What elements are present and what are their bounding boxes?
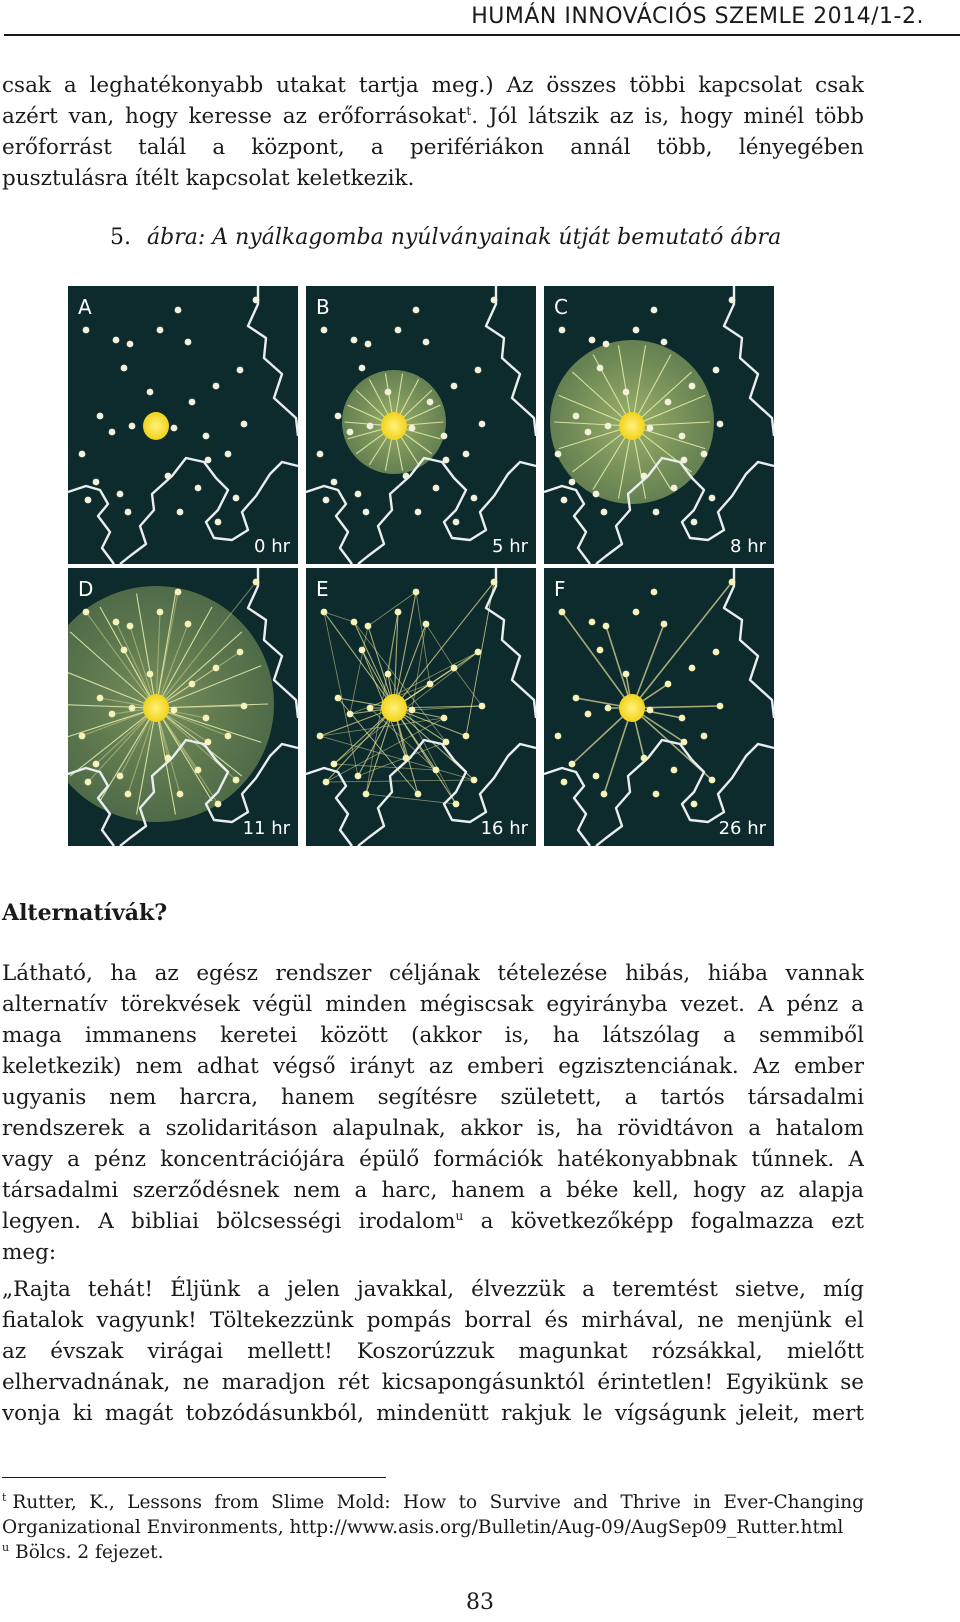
footnotes — [2, 1490, 864, 1565]
food-source — [573, 695, 580, 702]
food-source — [561, 497, 568, 504]
text-line: erőforrást talál a központ, a perifériákon annál több, lényegében — [2, 135, 864, 160]
food-source — [233, 495, 240, 502]
food-source — [79, 733, 86, 740]
food-source — [355, 491, 362, 498]
food-source — [561, 779, 568, 786]
panel-letter: D — [78, 577, 94, 601]
text-line: pusztulásra ítélt kapcsolat keletkezik. — [2, 166, 415, 191]
food-source — [385, 671, 392, 678]
food-source — [689, 665, 696, 672]
food-source — [661, 339, 668, 346]
food-source — [491, 579, 498, 586]
panel-time: 11 hr — [242, 818, 290, 839]
food-source — [605, 423, 612, 430]
food-source — [601, 509, 608, 516]
food-source — [147, 671, 154, 678]
food-source — [335, 413, 342, 420]
food-source — [189, 681, 196, 688]
figure-caption — [110, 225, 781, 250]
food-source — [395, 327, 402, 334]
food-source — [363, 509, 370, 516]
panel-d — [68, 568, 298, 846]
food-source — [647, 707, 654, 714]
food-source — [623, 389, 630, 396]
food-source — [157, 327, 164, 334]
food-source — [113, 337, 120, 344]
food-source — [321, 609, 328, 616]
food-source — [93, 761, 100, 768]
food-source — [331, 761, 338, 768]
food-source — [129, 423, 136, 430]
slime-core — [143, 412, 169, 440]
food-source — [729, 297, 736, 304]
food-source — [215, 801, 222, 808]
panel-time: 16 hr — [480, 818, 528, 839]
text-line: vonja ki magát tobzódásunkból, mindenütt rakjuk le vígságunk jeleit, mert — [2, 1401, 864, 1426]
food-source — [189, 399, 196, 406]
food-source — [351, 337, 358, 344]
food-source — [451, 383, 458, 390]
food-source — [367, 705, 374, 712]
paragraph-alternatives — [2, 958, 864, 1268]
paragraph-quote — [2, 1274, 864, 1429]
food-source — [225, 733, 232, 740]
food-source — [653, 509, 660, 516]
food-source — [177, 509, 184, 516]
food-source — [365, 341, 372, 348]
food-source — [117, 773, 124, 780]
food-source — [453, 519, 460, 526]
food-source — [475, 649, 482, 656]
food-source — [185, 339, 192, 346]
food-source — [471, 777, 478, 784]
food-source — [603, 623, 610, 630]
food-source — [597, 365, 604, 372]
food-source — [117, 491, 124, 498]
food-source — [205, 457, 212, 464]
food-source — [121, 365, 128, 372]
food-source — [691, 519, 698, 526]
food-source — [463, 451, 470, 458]
food-source — [585, 429, 592, 436]
footnote-ref-t[interactable]: t — [466, 103, 472, 118]
panel-a — [68, 286, 298, 564]
food-source — [641, 473, 648, 480]
food-source — [593, 773, 600, 780]
food-source — [165, 755, 172, 762]
food-source — [589, 619, 596, 626]
food-source — [171, 425, 178, 432]
slime-core — [143, 694, 169, 722]
food-source — [641, 755, 648, 762]
text-line: meg: — [2, 1240, 57, 1265]
food-source — [443, 739, 450, 746]
food-source — [415, 791, 422, 798]
food-source — [555, 451, 562, 458]
text-line: elhervadnának, ne maradjon rét kicsapongásunktól érintetlen! Egyikünk se — [2, 1370, 864, 1395]
food-source — [127, 623, 134, 630]
food-source — [323, 779, 330, 786]
food-source — [443, 457, 450, 464]
food-source — [85, 779, 92, 786]
food-source — [237, 649, 244, 656]
food-source — [661, 621, 668, 628]
food-source — [665, 681, 672, 688]
header-rule — [4, 34, 960, 36]
text-line: maga immanens keretei között (akkor is, ha látszólag a semmiből — [2, 1023, 864, 1048]
food-source — [729, 579, 736, 586]
food-source — [441, 715, 448, 722]
food-source — [423, 339, 430, 346]
panel-b — [306, 286, 536, 564]
text-line: ugyanis nem harcra, hanem segítésre született, a tartós társadalmi — [2, 1085, 864, 1110]
food-source — [225, 451, 232, 458]
food-source — [317, 733, 324, 740]
food-source — [205, 739, 212, 746]
food-source — [691, 801, 698, 808]
footnote-ref-u[interactable]: u — [455, 1208, 464, 1223]
food-source — [717, 703, 724, 710]
food-source — [559, 327, 566, 334]
food-source — [351, 619, 358, 626]
food-source — [347, 429, 354, 436]
food-source — [689, 383, 696, 390]
food-source — [441, 433, 448, 440]
food-source — [365, 623, 372, 630]
food-source — [453, 801, 460, 808]
food-source — [177, 791, 184, 798]
food-source — [241, 703, 248, 710]
food-source — [175, 589, 182, 596]
food-source — [403, 755, 410, 762]
text-line: fiatalok vagyunk! Töltekezzünk pompás borral és mirhával, ne menjünk el — [2, 1308, 864, 1333]
panel-letter: A — [78, 295, 92, 319]
food-source — [709, 777, 716, 784]
food-source — [241, 421, 248, 428]
food-source — [237, 367, 244, 374]
figure-number: 5. — [110, 225, 131, 250]
food-source — [717, 421, 724, 428]
running-header — [0, 0, 960, 36]
food-source — [93, 479, 100, 486]
text-line: társadalmi szerződésnek nem a harc, hanem a béke kell, hogy az alapja — [2, 1178, 864, 1203]
text-line: azért van, hogy keresse az erőforrásokat$^t$. Jól látszik az is, hogy minél több — [2, 103, 864, 129]
food-source — [593, 491, 600, 498]
food-source — [671, 767, 678, 774]
food-source — [681, 739, 688, 746]
food-source — [79, 451, 86, 458]
food-source — [701, 733, 708, 740]
food-source — [121, 647, 128, 654]
food-source — [647, 425, 654, 432]
food-source — [555, 733, 562, 740]
text-line: alternatív törekvések végül minden mégiscsak egyirányba vezet. A pénz a — [2, 992, 864, 1017]
food-source — [147, 389, 154, 396]
food-source — [585, 711, 592, 718]
panel-time: 26 hr — [718, 818, 766, 839]
food-source — [589, 337, 596, 344]
food-source — [83, 609, 90, 616]
food-source — [213, 665, 220, 672]
food-source — [633, 609, 640, 616]
food-source — [451, 665, 458, 672]
food-source — [347, 711, 354, 718]
food-source — [83, 327, 90, 334]
food-source — [367, 423, 374, 430]
slime-core — [381, 694, 407, 722]
food-source — [713, 367, 720, 374]
food-source — [175, 307, 182, 314]
food-source — [129, 705, 136, 712]
food-source — [679, 433, 686, 440]
food-source — [165, 473, 172, 480]
food-source — [321, 327, 328, 334]
food-source — [679, 715, 686, 722]
food-source — [195, 767, 202, 774]
food-source — [97, 695, 104, 702]
text-line: csak a leghatékonyabb utakat tartja meg.) Az összes többi kapcsolat csak — [2, 73, 864, 98]
food-source — [433, 767, 440, 774]
food-source — [385, 389, 392, 396]
food-source — [463, 733, 470, 740]
footnote-u: $^u$ Bölcs. 2 fejezet. — [2, 1540, 164, 1563]
food-source — [623, 671, 630, 678]
food-source — [653, 791, 660, 798]
food-source — [413, 589, 420, 596]
food-source — [665, 399, 672, 406]
panel-letter: B — [316, 295, 330, 319]
food-source — [681, 457, 688, 464]
section-heading: Alternatívák? — [2, 900, 168, 926]
footnote-t-url[interactable]: Organizational Environments, http://www.asis.org/Bulletin/Aug-09/AugSep09_Rutter.html — [2, 1517, 844, 1538]
food-source — [701, 451, 708, 458]
food-source — [125, 791, 132, 798]
footnote-rule — [2, 1477, 386, 1478]
food-source — [213, 383, 220, 390]
food-source — [323, 497, 330, 504]
food-source — [253, 297, 260, 304]
panel-time: 8 hr — [730, 536, 766, 557]
footnote-t: $^t$ Rutter, K., Lessons from Slime Mold: How to Survive and Thrive in Ever-Changing — [2, 1490, 864, 1513]
food-source — [415, 509, 422, 516]
panel-letter: E — [316, 577, 329, 601]
text-line: rendszerek a szolidaritáson alapulnak, akkor is, ha rövidtávon a hatalom — [2, 1116, 864, 1141]
paragraph-intro — [2, 70, 864, 194]
food-source — [253, 579, 260, 586]
food-source — [651, 589, 658, 596]
panel-letter: C — [554, 295, 568, 319]
text-line: vagy a pénz koncentrációjára épülő formációk hatékonyabbnak tűnnek. A — [2, 1147, 864, 1172]
page-number: 83 — [466, 1590, 494, 1615]
food-source — [355, 773, 362, 780]
food-source — [651, 307, 658, 314]
food-source — [403, 473, 410, 480]
panel-c — [544, 286, 774, 564]
figure-caption-text: ábra: A nyálkagomba nyúlványainak útját bemutató ábra — [147, 225, 782, 250]
food-source — [127, 341, 134, 348]
food-source — [97, 413, 104, 420]
slime-core — [619, 412, 645, 440]
food-source — [363, 791, 370, 798]
food-source — [409, 425, 416, 432]
food-source — [569, 761, 576, 768]
panel-e — [306, 568, 536, 846]
food-source — [601, 791, 608, 798]
food-source — [479, 703, 486, 710]
food-source — [475, 367, 482, 374]
food-source — [109, 711, 116, 718]
food-source — [597, 647, 604, 654]
food-source — [491, 297, 498, 304]
text-line: Látható, ha az egész rendszer céljának tételezése hibás, hiába vannak — [2, 961, 864, 986]
food-source — [713, 649, 720, 656]
food-source — [569, 479, 576, 486]
food-source — [479, 421, 486, 428]
food-source — [359, 647, 366, 654]
food-source — [603, 341, 610, 348]
food-source — [203, 715, 210, 722]
panel-time: 5 hr — [492, 536, 528, 557]
food-source — [709, 495, 716, 502]
slime-mold-figure — [68, 286, 798, 868]
food-source — [427, 399, 434, 406]
food-source — [433, 485, 440, 492]
food-source — [423, 621, 430, 628]
food-source — [85, 497, 92, 504]
text-line: legyen. A bibliai bölcsességi irodalom$^u$ a következőképp fogalmazza ezt — [2, 1208, 864, 1234]
food-source — [109, 429, 116, 436]
food-source — [395, 609, 402, 616]
food-source — [359, 365, 366, 372]
food-source — [113, 619, 120, 626]
panel-letter: F — [554, 577, 566, 601]
food-source — [605, 705, 612, 712]
food-source — [233, 777, 240, 784]
food-source — [471, 495, 478, 502]
food-source — [331, 479, 338, 486]
food-source — [195, 485, 202, 492]
food-source — [317, 451, 324, 458]
food-source — [409, 707, 416, 714]
food-source — [427, 681, 434, 688]
panel-time: 0 hr — [254, 536, 290, 557]
food-source — [157, 609, 164, 616]
food-source — [215, 519, 222, 526]
slime-mold-panels — [68, 286, 798, 868]
text-line: az évszak virágai mellett! Koszorúzzuk magunkat rózsákkal, mielőtt — [2, 1339, 864, 1364]
food-source — [203, 433, 210, 440]
text-line: keletkezik) nem adhat végső irányt az emberi egzisztenciának. Az ember — [2, 1054, 864, 1079]
food-source — [335, 695, 342, 702]
slime-core — [619, 694, 645, 722]
food-source — [573, 413, 580, 420]
food-source — [125, 509, 132, 516]
text-line: „Rajta tehát! Éljünk a jelen javakkal, élvezzük a teremtést sietve, míg — [2, 1277, 864, 1302]
slime-core — [381, 412, 407, 440]
food-source — [559, 609, 566, 616]
food-source — [185, 621, 192, 628]
food-source — [633, 327, 640, 334]
food-source — [413, 307, 420, 314]
food-source — [171, 707, 178, 714]
journal-title: HUMÁN INNOVÁCIÓS SZEMLE 2014/1-2. — [471, 4, 924, 29]
panel-f — [544, 568, 774, 846]
food-source — [671, 485, 678, 492]
